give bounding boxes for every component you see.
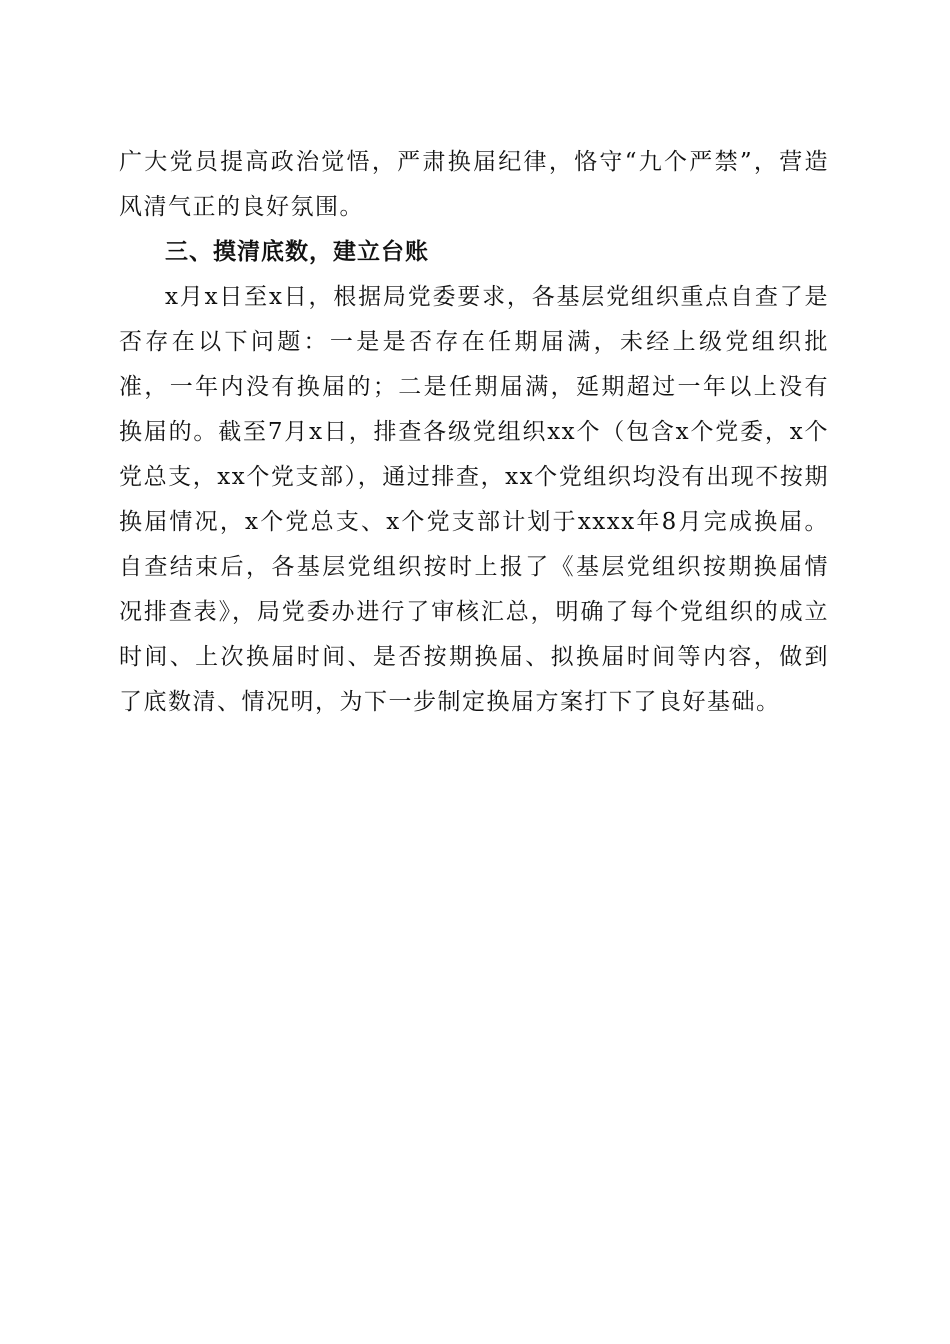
document-body xyxy=(119,140,829,725)
paragraph-continued: 广大党员提高政治觉悟，严肃换届纪律，恪守“九个严禁”，营造风清气正的良好氛围。 xyxy=(119,149,829,220)
paragraph-body: x月x日至x日，根据局党委要求，各基层党组织重点自查了是否存在以下问题：一是是否存在任期届满，未经上级党组织批准，一年内没有换届的；二是任期届满，延期超过一年以上没有换届的。截至7月x日，排查各级党组织xx个（包含x个党委，x个党总支，xx个党支部），通过排查，xx个党组织均没有出现不按期换届情况，x个党总支、x个党支部计划于xxxx年8月完成换届。自查结束后，各基层党组织按时上报了《基层党组织按期换届情况排查表》，局党委办进行了审核汇总，明确了每个党组织的成立时间、上次换届时间、是否按期换届、拟换届时间等内容，做到了底数清、情况明，为下一步制定换届方案打下了良好基础。 xyxy=(119,284,829,715)
section-heading: 三、摸清底数，建立台账 xyxy=(165,239,429,265)
